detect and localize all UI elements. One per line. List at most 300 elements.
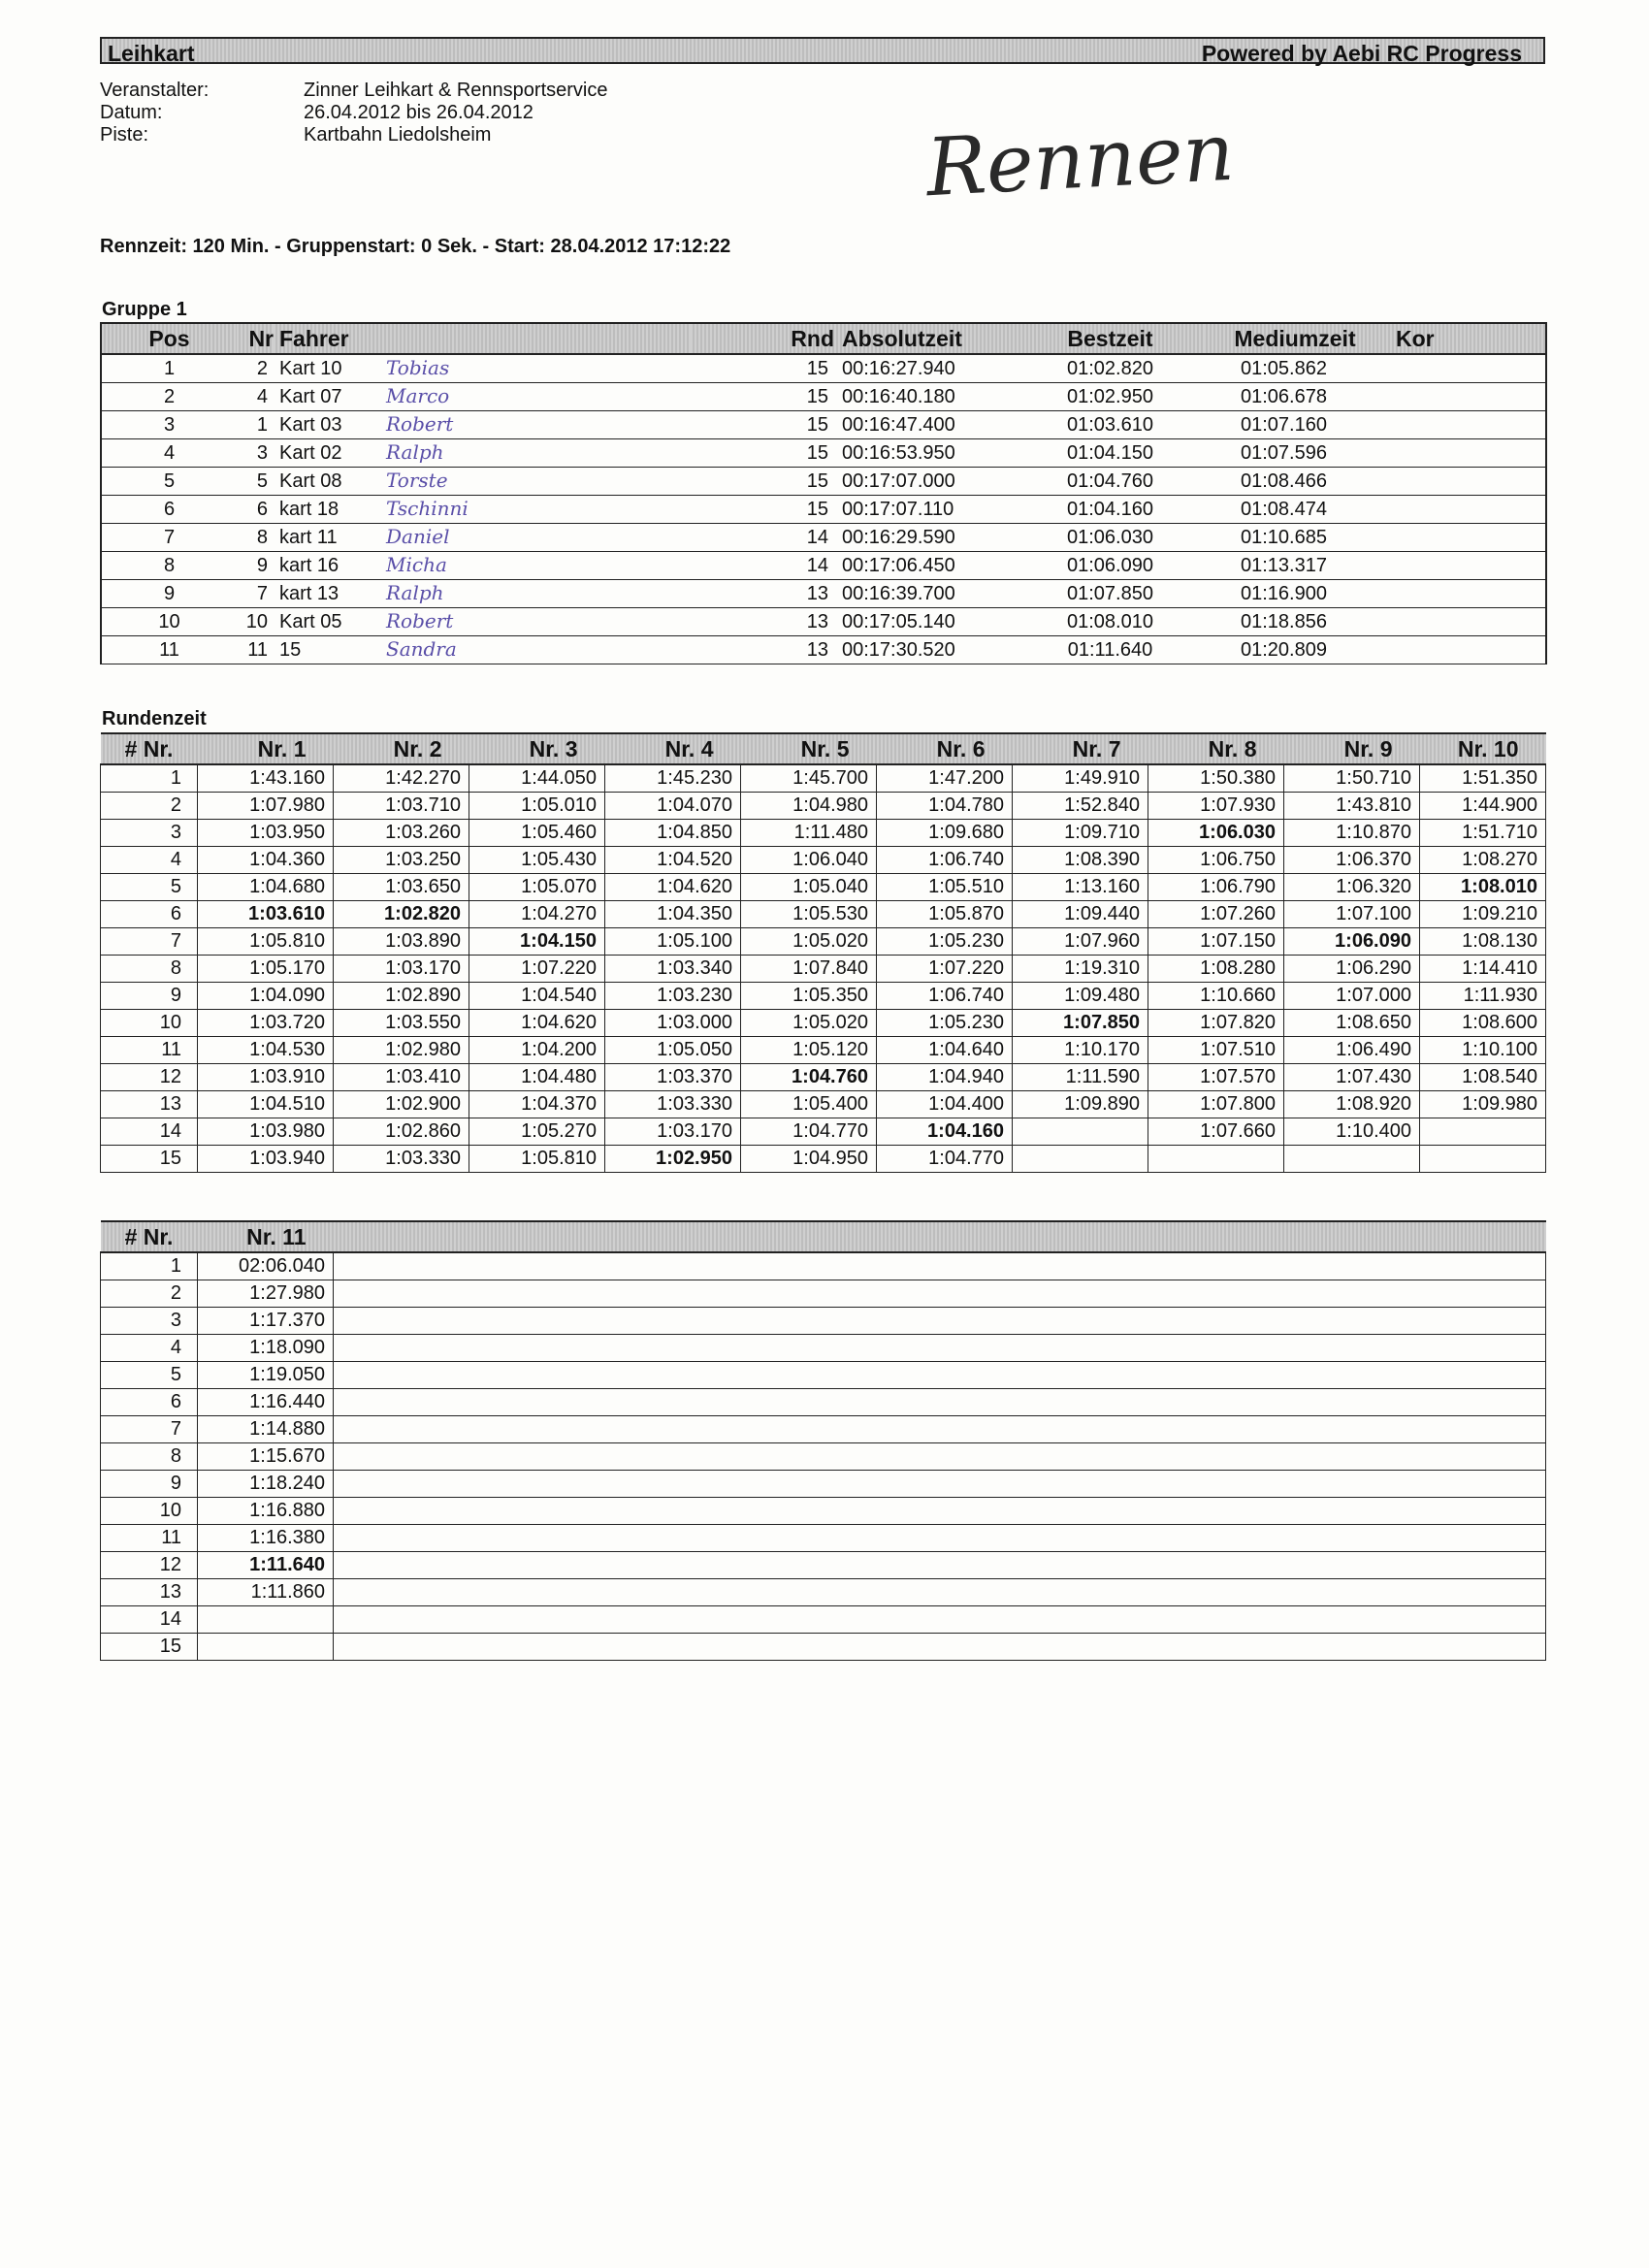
- handwritten-title: Rennen: [923, 106, 1237, 215]
- rounds-cell: 15: [691, 383, 834, 411]
- lap-time-cell: 1:05.530: [741, 901, 877, 928]
- lap-time-cell: 1:11.930: [1420, 983, 1546, 1010]
- lap-time-cell: 1:03.370: [605, 1064, 741, 1091]
- lap-number-cell: 1: [101, 1252, 198, 1280]
- absolute-time-cell: 00:16:29.590: [834, 524, 1017, 552]
- lap-time-cell: 1:03.340: [605, 956, 741, 983]
- lap-time-cell: 1:06.290: [1284, 956, 1420, 983]
- lap-time-cell: 1:07.220: [469, 956, 605, 983]
- laps-col-header: Nr. 4: [605, 733, 741, 764]
- rounds-cell: 15: [691, 468, 834, 496]
- lap-row: [101, 1471, 1546, 1498]
- lap-time-cell: 1:03.650: [334, 874, 469, 901]
- driver-signature: Tobias: [386, 356, 450, 379]
- lap-time-cell: 1:02.900: [334, 1091, 469, 1118]
- group-row: [101, 383, 1546, 411]
- kor-cell: [1386, 354, 1546, 383]
- lap-time-cell: 1:07.800: [1148, 1091, 1284, 1118]
- medium-time-cell: 01:07.596: [1204, 439, 1386, 468]
- col-header: Rnd: [691, 323, 834, 354]
- nr-cell: 5: [237, 468, 274, 496]
- lap-time-cell: 1:16.880: [198, 1498, 334, 1525]
- laps2-body: [101, 1252, 1546, 1661]
- lap-number-cell: 4: [101, 1335, 198, 1362]
- lap-time-cell: 1:05.020: [741, 928, 877, 956]
- lap-time-cell: 1:05.510: [877, 874, 1013, 901]
- best-time-cell: 01:07.850: [1017, 580, 1204, 608]
- rounds-cell: 14: [691, 524, 834, 552]
- lap-time-cell: 1:08.270: [1420, 847, 1546, 874]
- kart-name: Kart 07: [279, 386, 342, 407]
- lap-time-cell: 1:04.770: [877, 1146, 1013, 1173]
- laps-col-header: Nr. 7: [1013, 733, 1148, 764]
- lap-time-cell: 1:50.380: [1148, 764, 1284, 793]
- lap-row: [101, 956, 1546, 983]
- pos-cell: 2: [101, 383, 237, 411]
- lap-row: [101, 820, 1546, 847]
- lap-time-cell: 1:02.860: [334, 1118, 469, 1146]
- lap-time-cell: 1:07.840: [741, 956, 877, 983]
- meta-value: 26.04.2012 bis 26.04.2012: [304, 102, 534, 123]
- lap-time-cell: 1:03.910: [198, 1064, 334, 1091]
- medium-time-cell: 01:08.474: [1204, 496, 1386, 524]
- meta-row-track: [100, 124, 607, 146]
- group-row: [101, 580, 1546, 608]
- lap-time-cell: 1:05.400: [741, 1091, 877, 1118]
- laps2-col-filler: [334, 1221, 1546, 1252]
- lap-time-cell: 1:49.910: [1013, 764, 1148, 793]
- laps-col-header: Nr. 1: [198, 733, 334, 764]
- driver-signature: Robert: [386, 609, 454, 632]
- empty-cell: [334, 1362, 1546, 1389]
- lap-time-cell: 1:07.930: [1148, 793, 1284, 820]
- kor-cell: [1386, 468, 1546, 496]
- lap-time-cell: 1:09.980: [1420, 1091, 1546, 1118]
- best-time-cell: 01:02.820: [1017, 354, 1204, 383]
- lap-number-cell: 12: [101, 1064, 198, 1091]
- lap-time-cell: 1:04.360: [198, 847, 334, 874]
- lap-time-cell: 1:03.000: [605, 1010, 741, 1037]
- lap-number-cell: 3: [101, 820, 198, 847]
- lap-time-cell: 1:08.600: [1420, 1010, 1546, 1037]
- rounds-cell: 15: [691, 496, 834, 524]
- col-header: Mediumzeit: [1204, 323, 1386, 354]
- lap-row: [101, 1146, 1546, 1173]
- empty-cell: [334, 1552, 1546, 1579]
- medium-time-cell: 01:06.678: [1204, 383, 1386, 411]
- col-header: Nr: [237, 323, 274, 354]
- driver-cell: [274, 524, 691, 552]
- driver-signature: Marco: [386, 384, 450, 407]
- lap-time-cell: 1:06.370: [1284, 847, 1420, 874]
- laps-col-header: # Nr.: [101, 733, 198, 764]
- lap-time-cell: 1:06.740: [877, 847, 1013, 874]
- lap-number-cell: 14: [101, 1606, 198, 1634]
- rounds-cell: 15: [691, 439, 834, 468]
- meta-label: Veranstalter:: [100, 80, 210, 101]
- lap-time-cell: 1:51.710: [1420, 820, 1546, 847]
- lap-time-cell: 1:18.240: [198, 1471, 334, 1498]
- medium-time-cell: 01:18.856: [1204, 608, 1386, 636]
- absolute-time-cell: 00:17:07.000: [834, 468, 1017, 496]
- lap-time-cell: 1:10.170: [1013, 1037, 1148, 1064]
- lap-row: [101, 1252, 1546, 1280]
- rounds-cell: 15: [691, 354, 834, 383]
- meta-value: Zinner Leihkart & Rennsportservice: [304, 80, 608, 101]
- lap-number-cell: 1: [101, 764, 198, 793]
- meta-value: Kartbahn Liedolsheim: [304, 124, 492, 146]
- lap-time-cell: 1:07.100: [1284, 901, 1420, 928]
- lap-time-cell: 1:08.130: [1420, 928, 1546, 956]
- lap-number-cell: 9: [101, 983, 198, 1010]
- driver-cell: [274, 439, 691, 468]
- lap-time-cell: 1:08.010: [1420, 874, 1546, 901]
- lap-time-cell: 1:06.040: [741, 847, 877, 874]
- lap-row: [101, 1064, 1546, 1091]
- nr-cell: 8: [237, 524, 274, 552]
- lap-number-cell: 4: [101, 847, 198, 874]
- lap-row: [101, 1280, 1546, 1308]
- header-left-title: Leihkart: [108, 41, 195, 66]
- lap-time-cell: 1:03.250: [334, 847, 469, 874]
- absolute-time-cell: 00:16:39.700: [834, 580, 1017, 608]
- driver-cell: [274, 468, 691, 496]
- laps-col-header: Nr. 9: [1284, 733, 1420, 764]
- kor-cell: [1386, 411, 1546, 439]
- lap-row: [101, 1579, 1546, 1606]
- pos-cell: 5: [101, 468, 237, 496]
- lap-number-cell: 11: [101, 1037, 198, 1064]
- lap-time-cell: 1:08.540: [1420, 1064, 1546, 1091]
- absolute-time-cell: 00:16:40.180: [834, 383, 1017, 411]
- lap-time-cell: 1:06.030: [1148, 820, 1284, 847]
- lap-time-cell: [1013, 1146, 1148, 1173]
- lap-time-cell: 1:27.980: [198, 1280, 334, 1308]
- lap-row: [101, 1552, 1546, 1579]
- absolute-time-cell: 00:16:53.950: [834, 439, 1017, 468]
- lap-row: [101, 1389, 1546, 1416]
- lap-time-cell: [1148, 1146, 1284, 1173]
- lap-time-cell: 1:05.430: [469, 847, 605, 874]
- lap-number-cell: 15: [101, 1146, 198, 1173]
- lap-time-cell: 1:50.710: [1284, 764, 1420, 793]
- lap-time-cell: 1:16.380: [198, 1525, 334, 1552]
- absolute-time-cell: 00:17:06.450: [834, 552, 1017, 580]
- lap-time-cell: 1:08.280: [1148, 956, 1284, 983]
- lap-time-cell: 1:51.350: [1420, 764, 1546, 793]
- laps2-header-row: [101, 1221, 1546, 1252]
- laps-col-header: Nr. 2: [334, 733, 469, 764]
- lap-row: [101, 793, 1546, 820]
- lap-time-cell: 1:43.810: [1284, 793, 1420, 820]
- best-time-cell: 01:11.640: [1017, 636, 1204, 664]
- kart-name: kart 11: [279, 527, 338, 548]
- lap-time-cell: 1:05.810: [198, 928, 334, 956]
- lap-row: [101, 1634, 1546, 1661]
- pos-cell: 8: [101, 552, 237, 580]
- rounds-cell: 15: [691, 411, 834, 439]
- lap-time-cell: 1:45.700: [741, 764, 877, 793]
- lap-time-cell: 1:03.890: [334, 928, 469, 956]
- driver-signature: Robert: [386, 412, 454, 436]
- lap-row: [101, 983, 1546, 1010]
- lap-time-cell: 1:06.740: [877, 983, 1013, 1010]
- empty-cell: [334, 1252, 1546, 1280]
- lap-time-cell: 1:07.820: [1148, 1010, 1284, 1037]
- lap-row: [101, 1118, 1546, 1146]
- absolute-time-cell: 00:17:30.520: [834, 636, 1017, 664]
- lap-time-cell: 1:44.900: [1420, 793, 1546, 820]
- absolute-time-cell: 00:17:07.110: [834, 496, 1017, 524]
- lap-time-cell: 1:03.230: [605, 983, 741, 1010]
- kart-name: Kart 05: [279, 611, 342, 632]
- kor-cell: [1386, 552, 1546, 580]
- lap-time-cell: 1:03.410: [334, 1064, 469, 1091]
- group-results-table: [100, 322, 1547, 664]
- lap-number-cell: 6: [101, 901, 198, 928]
- lap-times-table: [100, 732, 1546, 1173]
- group-row: [101, 636, 1546, 664]
- kor-cell: [1386, 439, 1546, 468]
- lap-time-cell: 1:05.020: [741, 1010, 877, 1037]
- lap-time-cell: 1:05.100: [605, 928, 741, 956]
- lap-time-cell: [1284, 1146, 1420, 1173]
- lap-time-cell: 1:04.850: [605, 820, 741, 847]
- pos-cell: 7: [101, 524, 237, 552]
- lap-time-cell: 1:06.750: [1148, 847, 1284, 874]
- meta-row-date: [100, 102, 607, 124]
- lap-time-cell: 1:04.620: [605, 874, 741, 901]
- lap-time-cell: 1:04.620: [469, 1010, 605, 1037]
- lap-time-cell: 1:15.670: [198, 1443, 334, 1471]
- empty-cell: [334, 1443, 1546, 1471]
- kor-cell: [1386, 636, 1546, 664]
- lap-row: [101, 874, 1546, 901]
- driver-signature: Daniel: [386, 525, 450, 548]
- lap-row: [101, 1606, 1546, 1634]
- driver-cell: [274, 552, 691, 580]
- kor-cell: [1386, 580, 1546, 608]
- lap-time-cell: 1:05.810: [469, 1146, 605, 1173]
- group-row: [101, 411, 1546, 439]
- lap-time-cell: 1:10.100: [1420, 1037, 1546, 1064]
- group-row: [101, 552, 1546, 580]
- laps-col-header: Nr. 10: [1420, 733, 1546, 764]
- lap-time-cell: 1:08.920: [1284, 1091, 1420, 1118]
- lap-number-cell: 5: [101, 874, 198, 901]
- laps-col-header: Nr. 3: [469, 733, 605, 764]
- lap-row: [101, 1525, 1546, 1552]
- lap-time-cell: 1:02.890: [334, 983, 469, 1010]
- lap-time-cell: 1:10.870: [1284, 820, 1420, 847]
- lap-time-cell: 1:04.680: [198, 874, 334, 901]
- driver-cell: [274, 383, 691, 411]
- lap-time-cell: 1:03.170: [334, 956, 469, 983]
- lap-time-cell: 1:07.430: [1284, 1064, 1420, 1091]
- driver-cell: [274, 608, 691, 636]
- driver-signature: Sandra: [386, 637, 457, 661]
- lap-time-cell: 1:04.400: [877, 1091, 1013, 1118]
- lap-time-cell: [1420, 1146, 1546, 1173]
- lap-row: [101, 1335, 1546, 1362]
- medium-time-cell: 01:13.317: [1204, 552, 1386, 580]
- absolute-time-cell: 00:17:05.140: [834, 608, 1017, 636]
- kart-name: kart 13: [279, 583, 340, 604]
- lap-time-cell: 1:03.610: [198, 901, 334, 928]
- lap-time-cell: 1:04.950: [741, 1146, 877, 1173]
- pos-cell: 4: [101, 439, 237, 468]
- driver-signature: Ralph: [386, 581, 444, 604]
- nr-cell: 10: [237, 608, 274, 636]
- lap-time-cell: 1:05.040: [741, 874, 877, 901]
- lap-time-cell: 1:03.550: [334, 1010, 469, 1037]
- lap-number-cell: 8: [101, 1443, 198, 1471]
- group-row: [101, 354, 1546, 383]
- lap-row: [101, 1091, 1546, 1118]
- lap-time-cell: 1:04.520: [605, 847, 741, 874]
- lap-time-cell: 1:04.770: [741, 1118, 877, 1146]
- lap-time-cell: 1:07.570: [1148, 1064, 1284, 1091]
- col-header: Pos: [101, 323, 237, 354]
- lap-time-cell: 1:04.200: [469, 1037, 605, 1064]
- lap-time-cell: 1:09.710: [1013, 820, 1148, 847]
- lap-time-cell: 1:04.940: [877, 1064, 1013, 1091]
- lap-time-cell: 1:04.090: [198, 983, 334, 1010]
- lap-time-cell: 1:19.050: [198, 1362, 334, 1389]
- laps2-col-header: # Nr.: [101, 1221, 198, 1252]
- absolute-time-cell: 00:16:47.400: [834, 411, 1017, 439]
- lap-time-cell: 1:05.120: [741, 1037, 877, 1064]
- lap-row: [101, 1443, 1546, 1471]
- race-info: Rennzeit: 120 Min. - Gruppenstart: 0 Sek. - Start: 28.04.2012 17:12:22: [100, 236, 731, 257]
- col-header: Kor: [1386, 323, 1546, 354]
- lap-time-cell: [198, 1606, 334, 1634]
- lap-time-cell: 1:03.330: [334, 1146, 469, 1173]
- group-header-row: [101, 323, 1546, 354]
- lap-row: [101, 928, 1546, 956]
- nr-cell: 4: [237, 383, 274, 411]
- lap-time-cell: 1:07.220: [877, 956, 1013, 983]
- nr-cell: 9: [237, 552, 274, 580]
- lap-time-cell: 1:09.680: [877, 820, 1013, 847]
- lap-number-cell: 6: [101, 1389, 198, 1416]
- empty-cell: [334, 1579, 1546, 1606]
- lap-time-cell: 1:09.480: [1013, 983, 1148, 1010]
- lap-time-cell: 1:03.980: [198, 1118, 334, 1146]
- lap-number-cell: 11: [101, 1525, 198, 1552]
- empty-cell: [334, 1471, 1546, 1498]
- absolute-time-cell: 00:16:27.940: [834, 354, 1017, 383]
- medium-time-cell: 01:08.466: [1204, 468, 1386, 496]
- laps-label: Rundenzeit: [102, 708, 207, 729]
- kart-name: Kart 10: [279, 358, 342, 379]
- lap-time-cell: 1:05.270: [469, 1118, 605, 1146]
- lap-time-cell: 1:04.370: [469, 1091, 605, 1118]
- kart-name: Kart 02: [279, 442, 342, 464]
- lap-row: [101, 1416, 1546, 1443]
- lap-number-cell: 13: [101, 1091, 198, 1118]
- kor-cell: [1386, 524, 1546, 552]
- lap-time-cell: 1:05.170: [198, 956, 334, 983]
- lap-time-cell: 1:17.370: [198, 1308, 334, 1335]
- empty-cell: [334, 1498, 1546, 1525]
- col-header: Bestzeit: [1017, 323, 1204, 354]
- lap-number-cell: 10: [101, 1498, 198, 1525]
- lap-time-cell: 1:47.200: [877, 764, 1013, 793]
- medium-time-cell: 01:10.685: [1204, 524, 1386, 552]
- lap-time-cell: 1:09.890: [1013, 1091, 1148, 1118]
- lap-time-cell: 1:10.400: [1284, 1118, 1420, 1146]
- header-banner: [100, 37, 1545, 64]
- lap-time-cell: [1420, 1118, 1546, 1146]
- lap-time-cell: 1:02.820: [334, 901, 469, 928]
- laps-col-header: Nr. 6: [877, 733, 1013, 764]
- lap-time-cell: 1:04.480: [469, 1064, 605, 1091]
- empty-cell: [334, 1389, 1546, 1416]
- lap-row: [101, 1498, 1546, 1525]
- laps-col-header: Nr. 8: [1148, 733, 1284, 764]
- lap-time-cell: 1:07.000: [1284, 983, 1420, 1010]
- lap-time-cell: 1:04.540: [469, 983, 605, 1010]
- lap-time-cell: 1:03.940: [198, 1146, 334, 1173]
- driver-cell: [274, 354, 691, 383]
- empty-cell: [334, 1525, 1546, 1552]
- lap-time-cell: 1:04.150: [469, 928, 605, 956]
- lap-time-cell: 02:06.040: [198, 1252, 334, 1280]
- kor-cell: [1386, 496, 1546, 524]
- lap-time-cell: 1:02.980: [334, 1037, 469, 1064]
- nr-cell: 7: [237, 580, 274, 608]
- lap-time-cell: 1:19.310: [1013, 956, 1148, 983]
- nr-cell: 11: [237, 636, 274, 664]
- group-row: [101, 524, 1546, 552]
- lap-time-cell: 1:04.760: [741, 1064, 877, 1091]
- best-time-cell: 01:06.090: [1017, 552, 1204, 580]
- pos-cell: 6: [101, 496, 237, 524]
- medium-time-cell: 01:16.900: [1204, 580, 1386, 608]
- best-time-cell: 01:02.950: [1017, 383, 1204, 411]
- lap-row: [101, 764, 1546, 793]
- best-time-cell: 01:04.160: [1017, 496, 1204, 524]
- driver-signature: Torste: [386, 469, 448, 492]
- driver-signature: Micha: [386, 553, 447, 576]
- lap-number-cell: 15: [101, 1634, 198, 1661]
- lap-time-cell: 1:11.640: [198, 1552, 334, 1579]
- lap-number-cell: 14: [101, 1118, 198, 1146]
- lap-time-cell: 1:04.160: [877, 1118, 1013, 1146]
- lap-time-cell: 1:04.270: [469, 901, 605, 928]
- rounds-cell: 13: [691, 608, 834, 636]
- col-header: Absolutzeit: [834, 323, 1017, 354]
- group-row: [101, 468, 1546, 496]
- lap-time-cell: 1:03.170: [605, 1118, 741, 1146]
- lap-number-cell: 3: [101, 1308, 198, 1335]
- lap-time-cell: 1:05.050: [605, 1037, 741, 1064]
- best-time-cell: 01:04.150: [1017, 439, 1204, 468]
- lap-number-cell: 9: [101, 1471, 198, 1498]
- lap-time-cell: 1:04.980: [741, 793, 877, 820]
- lap-time-cell: 1:05.230: [877, 1010, 1013, 1037]
- lap-time-cell: 1:06.090: [1284, 928, 1420, 956]
- driver-signature: Tschinni: [386, 497, 469, 520]
- empty-cell: [334, 1308, 1546, 1335]
- lap-time-cell: 1:09.440: [1013, 901, 1148, 928]
- lap-time-cell: 1:13.160: [1013, 874, 1148, 901]
- lap-time-cell: 1:04.640: [877, 1037, 1013, 1064]
- lap-time-cell: 1:09.210: [1420, 901, 1546, 928]
- lap-number-cell: 2: [101, 793, 198, 820]
- lap-time-cell: 1:11.590: [1013, 1064, 1148, 1091]
